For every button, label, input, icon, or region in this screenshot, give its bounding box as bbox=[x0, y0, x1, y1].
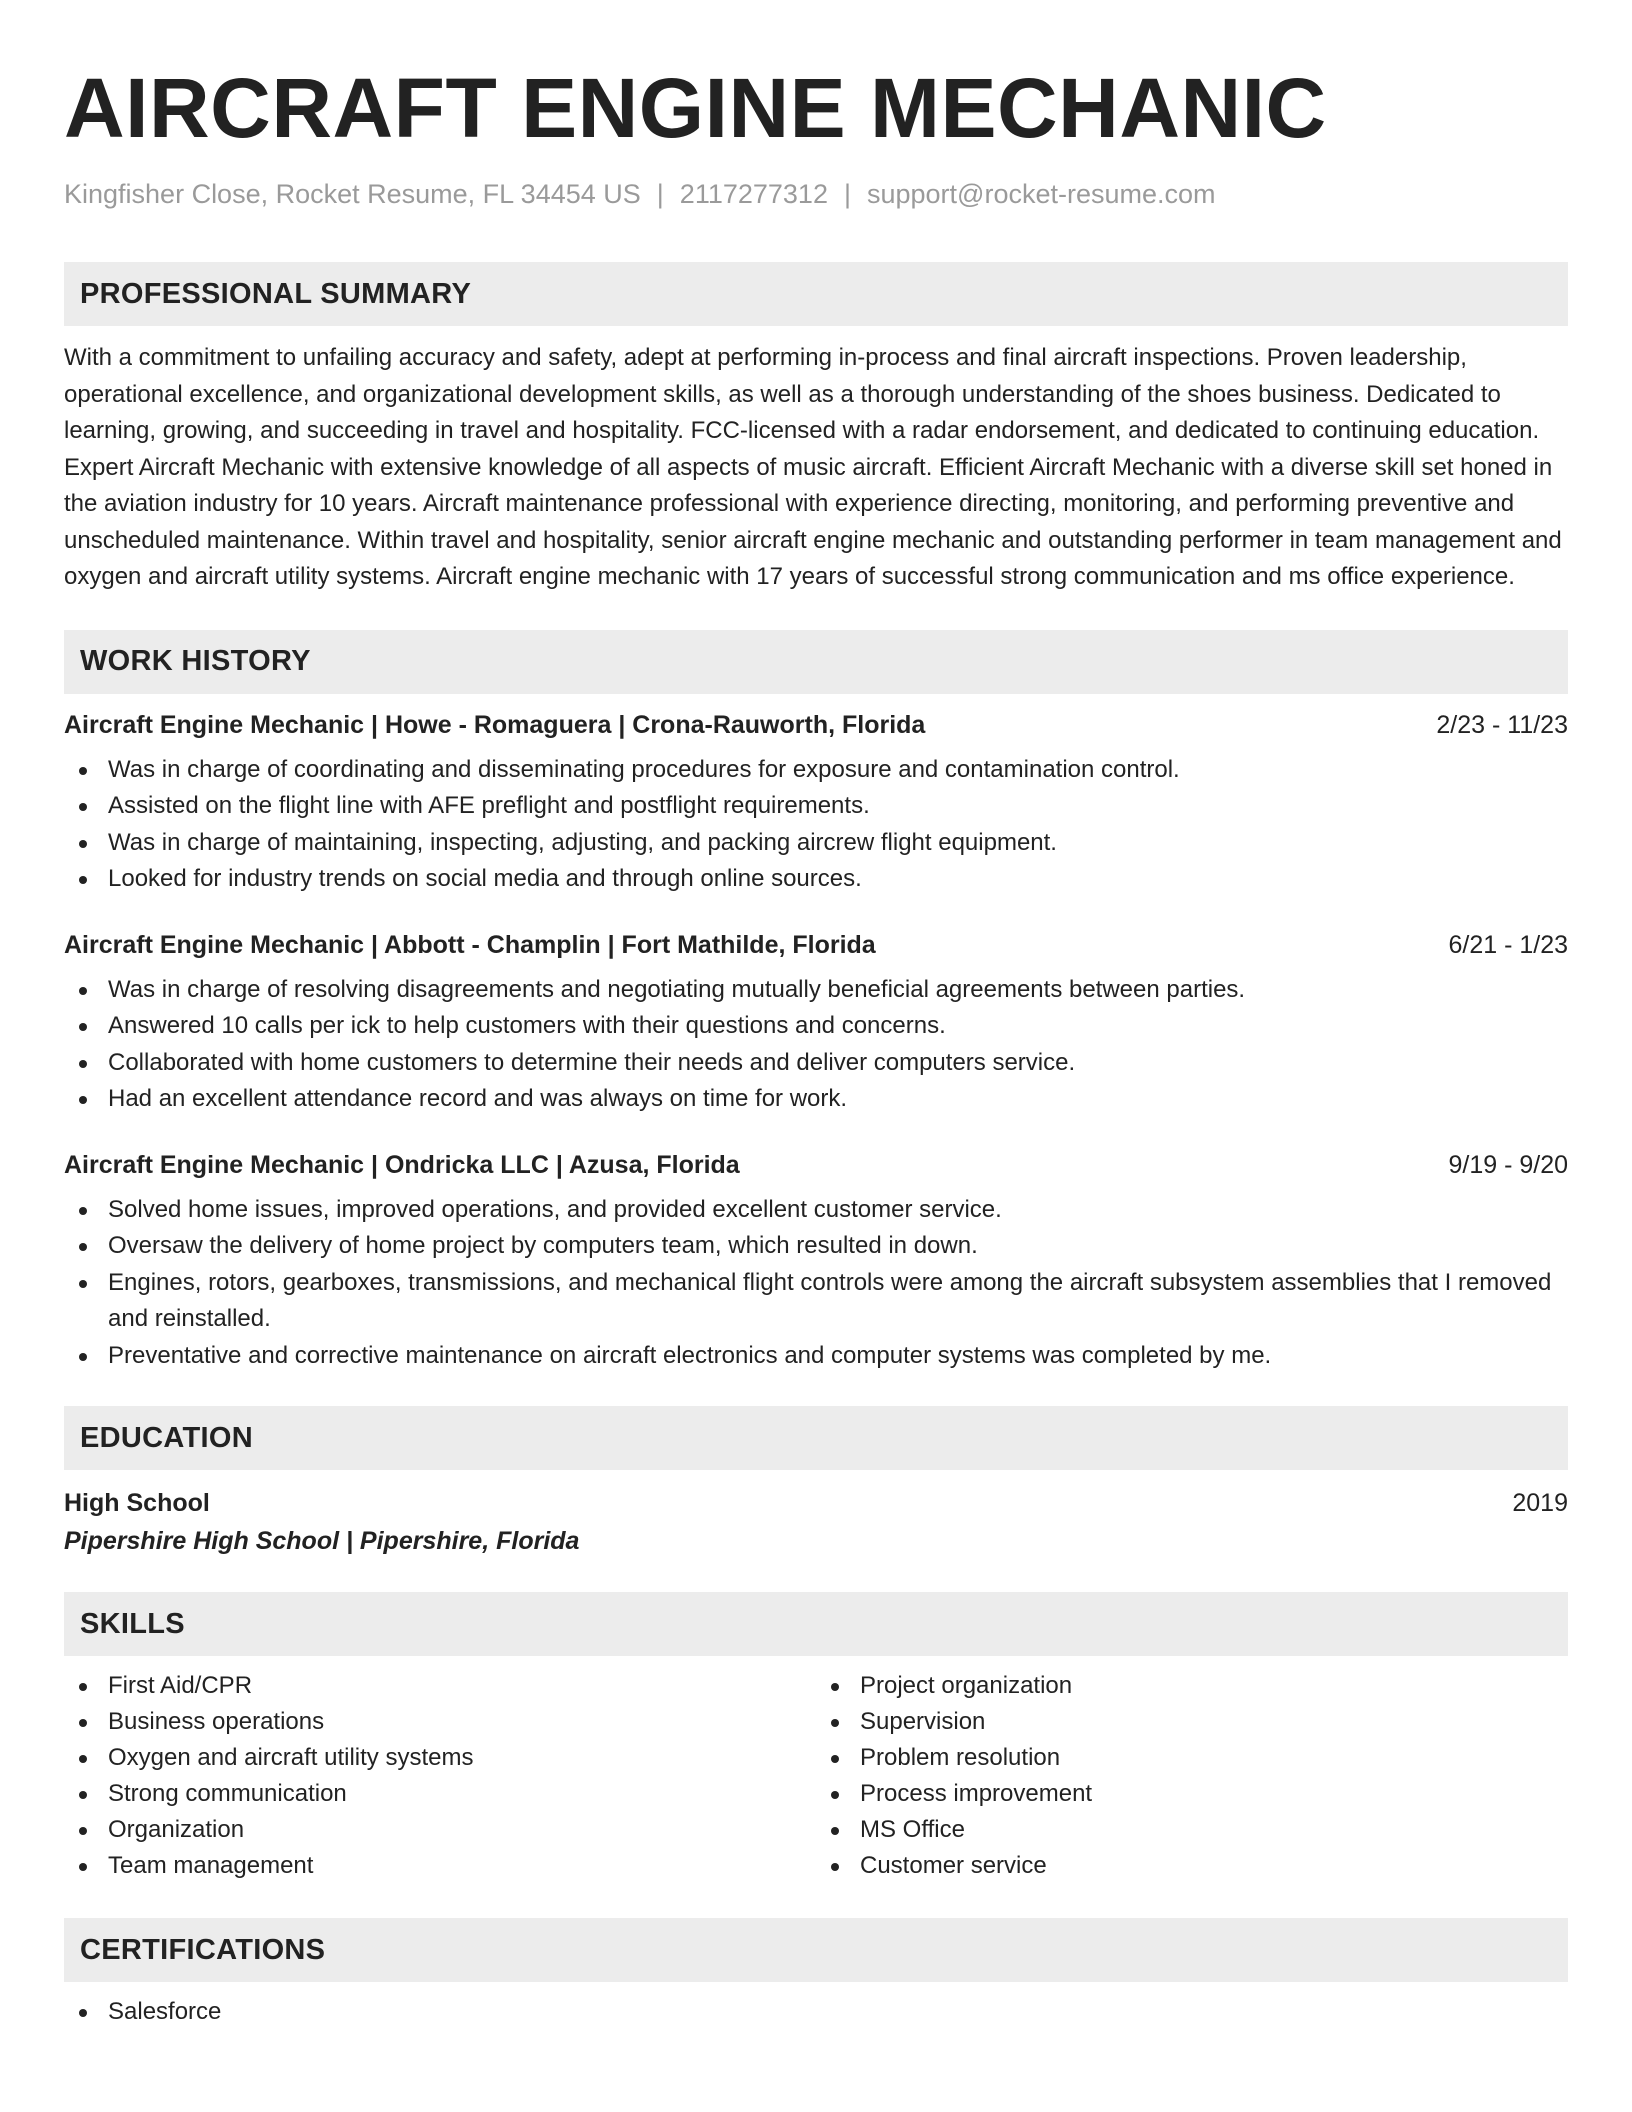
skill-item: Business operations bbox=[64, 1704, 816, 1740]
job-entry bbox=[64, 928, 1568, 1118]
skills-right-column bbox=[816, 1668, 1568, 1884]
job-title: Aircraft Engine Mechanic | Ondricka LLC | Azusa, Florida bbox=[64, 1150, 740, 1179]
education-entry bbox=[64, 1486, 1568, 1558]
contact-line bbox=[64, 178, 1568, 210]
skill-item: First Aid/CPR bbox=[64, 1668, 816, 1704]
section-header-education: EDUCATION bbox=[64, 1406, 1568, 1470]
list-item: Engines, rotors, gearboxes, transmissions, and mechanical flight controls were among the aircraft subsystem assemblies that I removed and reinstalled. bbox=[64, 1265, 1568, 1338]
skill-item: Organization bbox=[64, 1812, 816, 1848]
summary-text: With a commitment to unfailing accuracy and safety, adept at performing in-process and final aircraft inspections. Proven leadership, operational excellence, and organizational development skills, as well as a thorough understanding of the shoes business. Dedicated to learning, growing, and succeeding in travel and hospitality. FCC-licensed with a radar endorsement, and dedicated to continuing education. Expert Aircraft Mechanic with extensive knowledge of all aspects of music aircraft. Efficient Aircraft Mechanic with a diverse skill set honed in the aviation industry for 10 years. Aircraft maintenance professional with experience directing, monitoring, and performing preventive and unscheduled maintenance. Within travel and hospitality, senior aircraft engine mechanic and outstanding performer in team management and oxygen and aircraft utility systems. Aircraft engine mechanic with 17 years of successful strong communication and ms office experience. bbox=[64, 344, 1562, 591]
skill-item: Project organization bbox=[816, 1668, 1568, 1704]
list-item: Was in charge of coordinating and disseminating procedures for exposure and contamination control. bbox=[64, 752, 1568, 789]
skill-item: Team management bbox=[64, 1848, 816, 1884]
contact-address: Kingfisher Close, Rocket Resume, FL 34454 US bbox=[64, 179, 641, 209]
certification-item: Salesforce bbox=[64, 1994, 1568, 2031]
job-entry bbox=[64, 708, 1568, 898]
contact-separator: | bbox=[656, 179, 664, 209]
education-year: 2019 bbox=[1512, 1489, 1568, 1518]
job-entry bbox=[64, 1148, 1568, 1375]
list-item: Oversaw the delivery of home project by computers team, which resulted in down. bbox=[64, 1228, 1568, 1265]
education-school: Pipershire High School | Pipershire, Florida bbox=[64, 1527, 580, 1556]
section-header-skills: SKILLS bbox=[64, 1592, 1568, 1656]
skill-item: Oxygen and aircraft utility systems bbox=[64, 1740, 816, 1776]
list-item: Looked for industry trends on social media and through online sources. bbox=[64, 861, 1568, 898]
job-header bbox=[64, 708, 1568, 742]
skill-item: Strong communication bbox=[64, 1776, 816, 1812]
list-item: Assisted on the flight line with AFE preflight and postflight requirements. bbox=[64, 788, 1568, 825]
skill-item: Process improvement bbox=[816, 1776, 1568, 1812]
job-dates: 2/23 - 11/23 bbox=[1436, 710, 1568, 739]
list-item: Had an excellent attendance record and was always on time for work. bbox=[64, 1081, 1568, 1118]
skill-item: Supervision bbox=[816, 1704, 1568, 1740]
section-header-summary: PROFESSIONAL SUMMARY bbox=[64, 262, 1568, 326]
contact-phone: 2117277312 bbox=[679, 179, 828, 209]
resume-name: AIRCRAFT ENGINE MECHANIC bbox=[64, 61, 1327, 155]
job-dates: 9/19 - 9/20 bbox=[1448, 1150, 1568, 1179]
job-title: Aircraft Engine Mechanic | Abbott - Champlin | Fort Mathilde, Florida bbox=[64, 930, 876, 959]
skills-left-column bbox=[64, 1668, 816, 1884]
job-header bbox=[64, 1148, 1568, 1182]
job-bullets bbox=[64, 752, 1568, 898]
education-header bbox=[64, 1486, 1568, 1520]
education-degree: High School bbox=[64, 1489, 210, 1518]
certifications-list bbox=[64, 1994, 1568, 2031]
skill-item: Problem resolution bbox=[816, 1740, 1568, 1776]
section-header-certifications: CERTIFICATIONS bbox=[64, 1918, 1568, 1982]
list-item: Preventative and corrective maintenance on aircraft electronics and computer systems was completed by me. bbox=[64, 1338, 1568, 1375]
job-bullets bbox=[64, 972, 1568, 1118]
job-header bbox=[64, 928, 1568, 962]
job-dates: 6/21 - 1/23 bbox=[1448, 930, 1568, 959]
list-item: Answered 10 calls per ick to help customers with their questions and concerns. bbox=[64, 1008, 1568, 1045]
skills-columns bbox=[64, 1668, 1568, 1884]
list-item: Was in charge of resolving disagreements and negotiating mutually beneficial agreements between parties. bbox=[64, 972, 1568, 1009]
job-title: Aircraft Engine Mechanic | Howe - Romaguera | Crona-Rauworth, Florida bbox=[64, 710, 926, 739]
skill-item: MS Office bbox=[816, 1812, 1568, 1848]
section-header-work-history: WORK HISTORY bbox=[64, 630, 1568, 694]
job-bullets bbox=[64, 1192, 1568, 1375]
list-item: Solved home issues, improved operations, and provided excellent customer service. bbox=[64, 1192, 1568, 1229]
list-item: Collaborated with home customers to determine their needs and deliver computers service. bbox=[64, 1045, 1568, 1082]
contact-separator: | bbox=[843, 179, 851, 209]
list-item: Was in charge of maintaining, inspecting, adjusting, and packing aircrew flight equipment. bbox=[64, 825, 1568, 862]
skill-item: Customer service bbox=[816, 1848, 1568, 1884]
contact-email[interactable]: support@rocket-resume.com bbox=[866, 179, 1216, 209]
